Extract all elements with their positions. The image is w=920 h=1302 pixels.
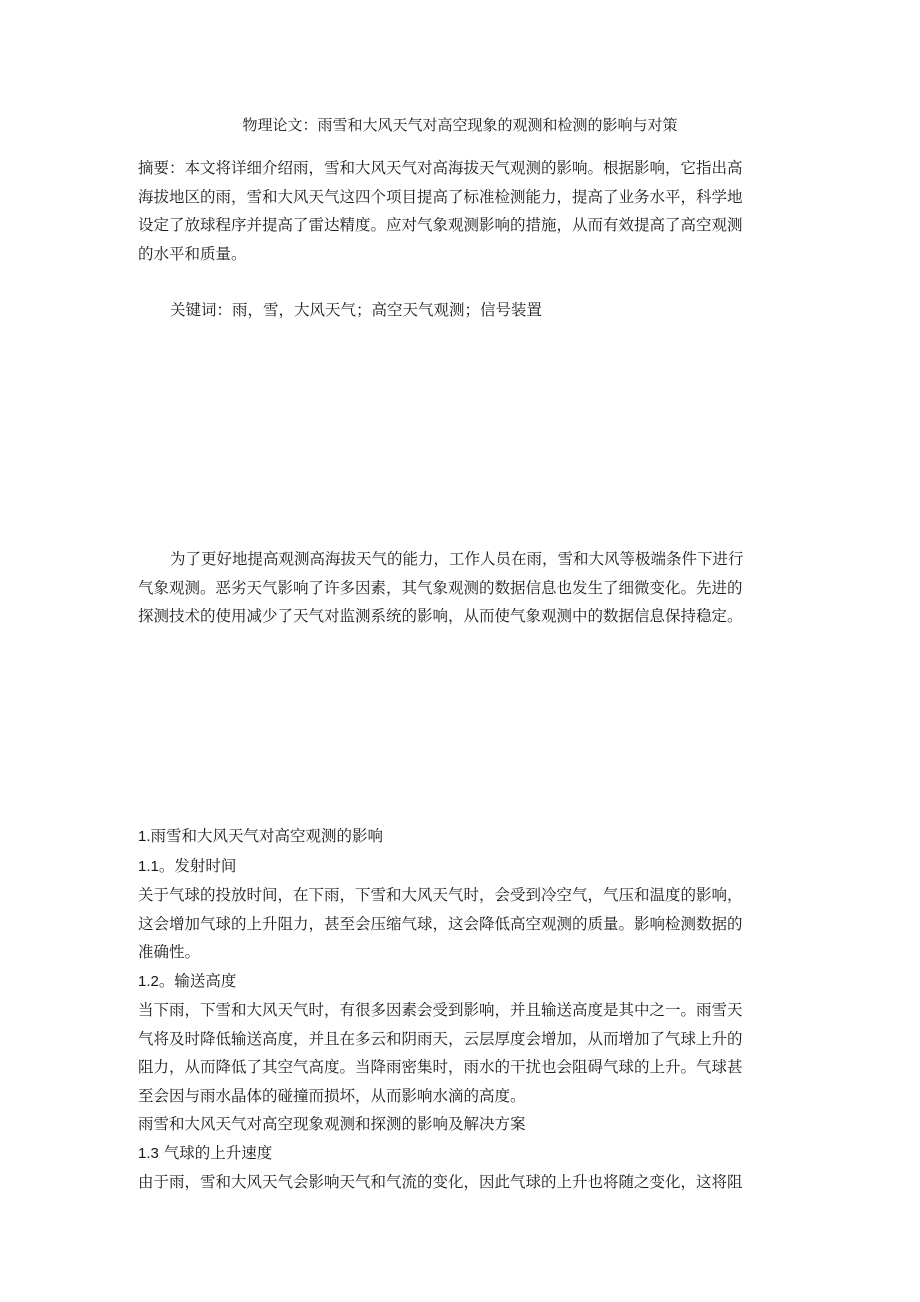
body-line: 阻力，从而降低了其空气高度。当降雨密集时，雨水的干扰也会阻碍气球的上升。气球甚 <box>138 1058 743 1076</box>
intro-line: 为了更好地提高观测高海拔天气的能力，工作人员在雨，雪和大风等极端条件下进行 <box>170 550 744 568</box>
subsection-title: 。输送高度 <box>158 971 237 990</box>
subsection-number: 1.1 <box>138 857 159 875</box>
section-heading-number: 1. <box>138 828 151 845</box>
intro-line: 探测技术的使用减少了天气对监测系统的影响，从而使气象观测中的数据信息保持稳定。 <box>138 607 743 625</box>
document-title: 物理论文：雨雪和大风天气对高空现象的观测和检测的影响与对策 <box>242 116 678 134</box>
body-line: 这会增加气球的上升阻力，甚至会压缩气球，这会降低高空观测的质量。影响检测数据的 <box>138 914 743 933</box>
section-1 <box>138 822 785 1197</box>
section-heading <box>138 822 785 852</box>
body-line: 至会因与雨水晶体的碰撞而损坏，从而影响水滴的高度。 <box>138 1086 526 1105</box>
body-line: 关于气球的投放时间，在下雨，下雪和大风天气时，会受到冷空气，气压和温度的影响， <box>138 886 743 904</box>
subsection-title: 。发射时间 <box>158 856 237 875</box>
abstract-line: 海拔地区的雨，雪和大风天气这四个项目提高了标准检测能力，提高了业务水平，科学地 <box>138 187 743 206</box>
intro-paragraph <box>138 545 785 631</box>
intro-line: 气象观测。恶劣天气影响了许多因素，其气象观测的数据信息也发生了细微变化。先进的 <box>138 578 743 597</box>
body-line: 由于雨，雪和大风天气会影响天气和气流的变化，因此气球的上升也将随之变化，这将阻 <box>138 1173 743 1191</box>
body-line: 当下雨，下雪和大风天气时，有很多因素会受到影响，并且输送高度是其中之一。雨雪天 <box>138 1001 743 1019</box>
keywords-line: 关键词：雨，雪，大风天气；高空天气观测；信号装置 <box>170 301 543 319</box>
subsection-heading-1-2 <box>138 967 785 997</box>
subsection-heading-1-1 <box>138 852 785 882</box>
subsection-heading-1-3 <box>138 1139 785 1169</box>
abstract-paragraph <box>138 154 785 268</box>
abstract-line: 设定了放球程序并提高了雷达精度。应对气象观测影响的措施，从而有效提高了高空观测 <box>138 216 743 234</box>
section-heading-text: 雨雪和大风天气对高空观测的影响 <box>150 827 384 845</box>
section-subtitle: 雨雪和大风天气对高空现象观测和探测的影响及解决方案 <box>138 1115 526 1133</box>
body-line: 准确性。 <box>138 943 201 961</box>
body-line: 气将及时降低输送高度，并且在多云和阴雨天，云层厚度会增加，从而增加了气球上升的 <box>138 1029 743 1048</box>
subsection-number: 1.2 <box>138 972 159 990</box>
subsection-title: 气球的上升速度 <box>158 1143 273 1162</box>
abstract-line: 的水平和质量。 <box>138 244 247 263</box>
subsection-number: 1.3 <box>138 1144 159 1162</box>
abstract-line: 摘要：本文将详细介绍雨，雪和大风天气对高海拔天气观测的影响。根据影响，它指出高 <box>138 159 743 177</box>
